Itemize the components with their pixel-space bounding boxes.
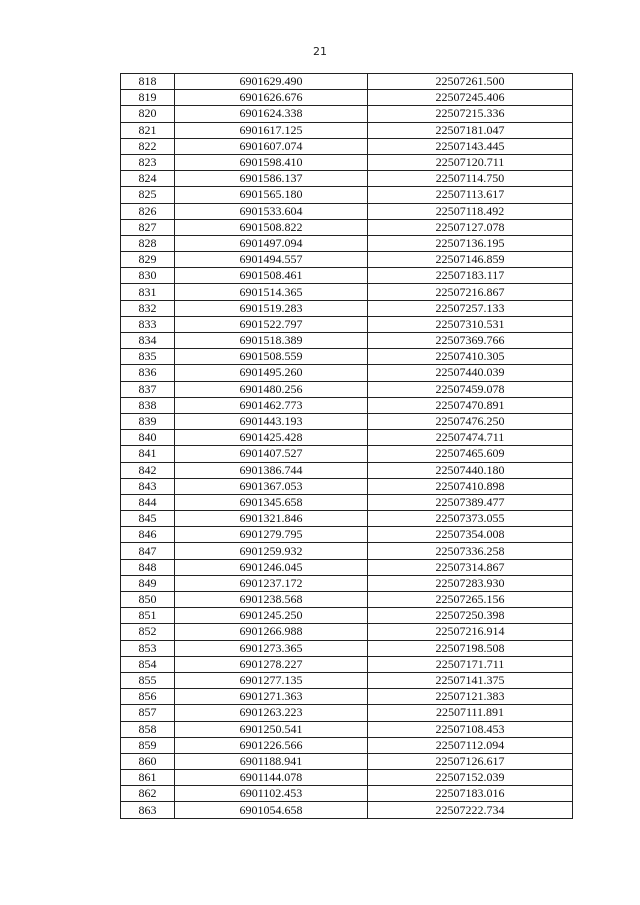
coordinates-table <box>120 73 573 819</box>
y-coordinate-cell: 22507108.453 <box>368 721 573 737</box>
y-coordinate-cell: 22507373.055 <box>368 511 573 527</box>
table-row <box>121 770 573 786</box>
point-number-cell: 860 <box>121 753 175 769</box>
point-number-cell: 826 <box>121 203 175 219</box>
point-number-cell: 828 <box>121 235 175 251</box>
point-number-cell: 846 <box>121 527 175 543</box>
table-row <box>121 446 573 462</box>
table-row <box>121 333 573 349</box>
x-coordinate-cell: 6901188.941 <box>175 753 368 769</box>
table-row <box>121 122 573 138</box>
table-row <box>121 624 573 640</box>
x-coordinate-cell: 6901480.256 <box>175 381 368 397</box>
y-coordinate-cell: 22507261.500 <box>368 74 573 90</box>
y-coordinate-cell: 22507141.375 <box>368 672 573 688</box>
y-coordinate-cell: 22507336.258 <box>368 543 573 559</box>
table-row <box>121 235 573 251</box>
x-coordinate-cell: 6901508.461 <box>175 268 368 284</box>
table-row <box>121 705 573 721</box>
x-coordinate-cell: 6901626.676 <box>175 90 368 106</box>
coordinates-table-body <box>121 74 573 819</box>
table-row <box>121 494 573 510</box>
y-coordinate-cell: 22507314.867 <box>368 559 573 575</box>
x-coordinate-cell: 6901386.744 <box>175 462 368 478</box>
table-row <box>121 284 573 300</box>
x-coordinate-cell: 6901497.094 <box>175 235 368 251</box>
y-coordinate-cell: 22507369.766 <box>368 333 573 349</box>
point-number-cell: 852 <box>121 624 175 640</box>
point-number-cell: 822 <box>121 138 175 154</box>
x-coordinate-cell: 6901425.428 <box>175 430 368 446</box>
page-number: 21 <box>313 45 327 58</box>
point-number-cell: 843 <box>121 478 175 494</box>
x-coordinate-cell: 6901279.795 <box>175 527 368 543</box>
x-coordinate-cell: 6901246.045 <box>175 559 368 575</box>
x-coordinate-cell: 6901629.490 <box>175 74 368 90</box>
y-coordinate-cell: 22507152.039 <box>368 770 573 786</box>
table-row <box>121 608 573 624</box>
y-coordinate-cell: 22507257.133 <box>368 300 573 316</box>
table-row <box>121 592 573 608</box>
y-coordinate-cell: 22507222.734 <box>368 802 573 818</box>
x-coordinate-cell: 6901495.260 <box>175 365 368 381</box>
point-number-cell: 842 <box>121 462 175 478</box>
point-number-cell: 851 <box>121 608 175 624</box>
y-coordinate-cell: 22507198.508 <box>368 640 573 656</box>
y-coordinate-cell: 22507474.711 <box>368 430 573 446</box>
table-row <box>121 721 573 737</box>
x-coordinate-cell: 6901238.568 <box>175 592 368 608</box>
x-coordinate-cell: 6901271.363 <box>175 689 368 705</box>
table-row <box>121 575 573 591</box>
point-number-cell: 859 <box>121 737 175 753</box>
y-coordinate-cell: 22507171.711 <box>368 656 573 672</box>
y-coordinate-cell: 22507215.336 <box>368 106 573 122</box>
x-coordinate-cell: 6901508.822 <box>175 219 368 235</box>
y-coordinate-cell: 22507120.711 <box>368 154 573 170</box>
point-number-cell: 847 <box>121 543 175 559</box>
x-coordinate-cell: 6901250.541 <box>175 721 368 737</box>
point-number-cell: 833 <box>121 316 175 332</box>
table-row <box>121 430 573 446</box>
table-row <box>121 462 573 478</box>
y-coordinate-cell: 22507283.930 <box>368 575 573 591</box>
point-number-cell: 863 <box>121 802 175 818</box>
x-coordinate-cell: 6901617.125 <box>175 122 368 138</box>
table-row <box>121 543 573 559</box>
y-coordinate-cell: 22507310.531 <box>368 316 573 332</box>
point-number-cell: 841 <box>121 446 175 462</box>
table-row <box>121 656 573 672</box>
x-coordinate-cell: 6901259.932 <box>175 543 368 559</box>
point-number-cell: 820 <box>121 106 175 122</box>
x-coordinate-cell: 6901054.658 <box>175 802 368 818</box>
x-coordinate-cell: 6901226.566 <box>175 737 368 753</box>
x-coordinate-cell: 6901245.250 <box>175 608 368 624</box>
point-number-cell: 853 <box>121 640 175 656</box>
x-coordinate-cell: 6901278.227 <box>175 656 368 672</box>
y-coordinate-cell: 22507465.609 <box>368 446 573 462</box>
table-row <box>121 672 573 688</box>
table-row <box>121 252 573 268</box>
table-row <box>121 478 573 494</box>
y-coordinate-cell: 22507112.094 <box>368 737 573 753</box>
y-coordinate-cell: 22507121.383 <box>368 689 573 705</box>
table-row <box>121 268 573 284</box>
point-number-cell: 832 <box>121 300 175 316</box>
point-number-cell: 830 <box>121 268 175 284</box>
table-row <box>121 511 573 527</box>
y-coordinate-cell: 22507265.156 <box>368 592 573 608</box>
x-coordinate-cell: 6901624.338 <box>175 106 368 122</box>
point-number-cell: 835 <box>121 349 175 365</box>
point-number-cell: 848 <box>121 559 175 575</box>
x-coordinate-cell: 6901367.053 <box>175 478 368 494</box>
x-coordinate-cell: 6901237.172 <box>175 575 368 591</box>
table-row <box>121 559 573 575</box>
table-row <box>121 737 573 753</box>
y-coordinate-cell: 22507410.898 <box>368 478 573 494</box>
table-row <box>121 171 573 187</box>
x-coordinate-cell: 6901462.773 <box>175 397 368 413</box>
point-number-cell: 850 <box>121 592 175 608</box>
point-number-cell: 845 <box>121 511 175 527</box>
point-number-cell: 825 <box>121 187 175 203</box>
point-number-cell: 854 <box>121 656 175 672</box>
point-number-cell: 837 <box>121 381 175 397</box>
table-row <box>121 753 573 769</box>
table-row <box>121 300 573 316</box>
x-coordinate-cell: 6901345.658 <box>175 494 368 510</box>
y-coordinate-cell: 22507114.750 <box>368 171 573 187</box>
point-number-cell: 821 <box>121 122 175 138</box>
x-coordinate-cell: 6901443.193 <box>175 413 368 429</box>
x-coordinate-cell: 6901263.223 <box>175 705 368 721</box>
y-coordinate-cell: 22507476.250 <box>368 413 573 429</box>
table-row <box>121 349 573 365</box>
y-coordinate-cell: 22507143.445 <box>368 138 573 154</box>
table-row <box>121 802 573 818</box>
y-coordinate-cell: 22507216.914 <box>368 624 573 640</box>
table-row <box>121 381 573 397</box>
y-coordinate-cell: 22507440.039 <box>368 365 573 381</box>
point-number-cell: 818 <box>121 74 175 90</box>
y-coordinate-cell: 22507146.859 <box>368 252 573 268</box>
x-coordinate-cell: 6901407.527 <box>175 446 368 462</box>
x-coordinate-cell: 6901598.410 <box>175 154 368 170</box>
y-coordinate-cell: 22507389.477 <box>368 494 573 510</box>
point-number-cell: 838 <box>121 397 175 413</box>
table-row <box>121 689 573 705</box>
point-number-cell: 823 <box>121 154 175 170</box>
table-row <box>121 203 573 219</box>
y-coordinate-cell: 22507118.492 <box>368 203 573 219</box>
point-number-cell: 819 <box>121 90 175 106</box>
x-coordinate-cell: 6901273.365 <box>175 640 368 656</box>
x-coordinate-cell: 6901321.846 <box>175 511 368 527</box>
x-coordinate-cell: 6901277.135 <box>175 672 368 688</box>
point-number-cell: 858 <box>121 721 175 737</box>
x-coordinate-cell: 6901144.078 <box>175 770 368 786</box>
point-number-cell: 861 <box>121 770 175 786</box>
y-coordinate-cell: 22507113.617 <box>368 187 573 203</box>
y-coordinate-cell: 22507183.117 <box>368 268 573 284</box>
y-coordinate-cell: 22507183.016 <box>368 786 573 802</box>
x-coordinate-cell: 6901519.283 <box>175 300 368 316</box>
y-coordinate-cell: 22507410.305 <box>368 349 573 365</box>
table-row <box>121 316 573 332</box>
y-coordinate-cell: 22507250.398 <box>368 608 573 624</box>
x-coordinate-cell: 6901508.559 <box>175 349 368 365</box>
x-coordinate-cell: 6901607.074 <box>175 138 368 154</box>
y-coordinate-cell: 22507181.047 <box>368 122 573 138</box>
x-coordinate-cell: 6901514.365 <box>175 284 368 300</box>
y-coordinate-cell: 22507126.617 <box>368 753 573 769</box>
point-number-cell: 836 <box>121 365 175 381</box>
point-number-cell: 849 <box>121 575 175 591</box>
x-coordinate-cell: 6901102.453 <box>175 786 368 802</box>
table-row <box>121 90 573 106</box>
x-coordinate-cell: 6901494.557 <box>175 252 368 268</box>
table-row <box>121 138 573 154</box>
point-number-cell: 831 <box>121 284 175 300</box>
table-row <box>121 219 573 235</box>
point-number-cell: 839 <box>121 413 175 429</box>
x-coordinate-cell: 6901518.389 <box>175 333 368 349</box>
y-coordinate-cell: 22507245.406 <box>368 90 573 106</box>
point-number-cell: 844 <box>121 494 175 510</box>
table-row <box>121 640 573 656</box>
table-row <box>121 397 573 413</box>
point-number-cell: 840 <box>121 430 175 446</box>
y-coordinate-cell: 22507459.078 <box>368 381 573 397</box>
y-coordinate-cell: 22507440.180 <box>368 462 573 478</box>
point-number-cell: 829 <box>121 252 175 268</box>
point-number-cell: 862 <box>121 786 175 802</box>
x-coordinate-cell: 6901565.180 <box>175 187 368 203</box>
x-coordinate-cell: 6901533.604 <box>175 203 368 219</box>
table-row <box>121 365 573 381</box>
point-number-cell: 824 <box>121 171 175 187</box>
y-coordinate-cell: 22507354.008 <box>368 527 573 543</box>
table-row <box>121 74 573 90</box>
y-coordinate-cell: 22507127.078 <box>368 219 573 235</box>
y-coordinate-cell: 22507470.891 <box>368 397 573 413</box>
y-coordinate-cell: 22507216.867 <box>368 284 573 300</box>
table-row <box>121 527 573 543</box>
table-row <box>121 786 573 802</box>
table-row <box>121 154 573 170</box>
point-number-cell: 857 <box>121 705 175 721</box>
point-number-cell: 827 <box>121 219 175 235</box>
x-coordinate-cell: 6901522.797 <box>175 316 368 332</box>
table-row <box>121 106 573 122</box>
y-coordinate-cell: 22507111.891 <box>368 705 573 721</box>
x-coordinate-cell: 6901586.137 <box>175 171 368 187</box>
y-coordinate-cell: 22507136.195 <box>368 235 573 251</box>
point-number-cell: 856 <box>121 689 175 705</box>
point-number-cell: 834 <box>121 333 175 349</box>
table-row <box>121 187 573 203</box>
table-row <box>121 413 573 429</box>
x-coordinate-cell: 6901266.988 <box>175 624 368 640</box>
point-number-cell: 855 <box>121 672 175 688</box>
